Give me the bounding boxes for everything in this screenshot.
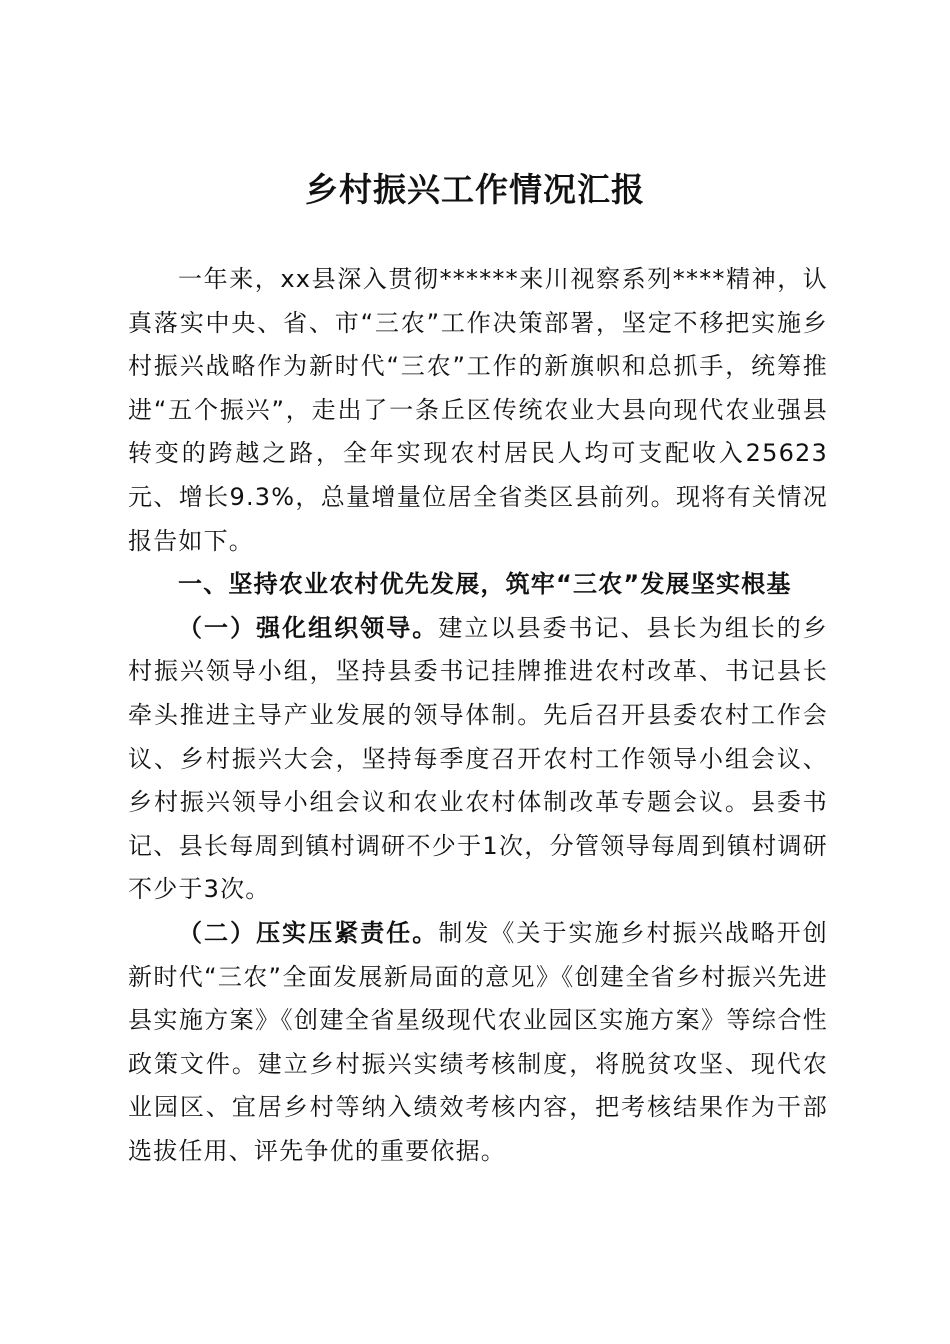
item-1-paragraph	[128, 607, 828, 912]
document-title: 乡村振兴工作情况汇报	[305, 170, 645, 209]
document-body	[128, 258, 828, 1173]
section-heading: 一、坚持农业农村优先发展，筑牢“三农”发展坚实根基	[178, 570, 792, 599]
item-2-paragraph	[128, 912, 828, 1174]
item-1-lead: （一）强化组织领导。	[178, 613, 439, 642]
item-1-text: 建立以县委书记、县长为组长的乡村振兴领导小组，坚持县委书记挂牌推进农村改革、书记县长牵头推进主导产业发展的领导体制。先后召开县委农村工作会议、乡村振兴大会，坚持每季度召开农村工作领导小组会议、乡村振兴领导小组会议和农业农村体制改革专题会议。县委书记、县长每周到镇村调研不少于1次，分管领导每周到镇村调研不少于3次。	[128, 613, 829, 904]
item-2-lead: （二）压实压紧责任。	[178, 918, 439, 947]
intro-paragraph: 一年来，xx县深入贯彻******来川视察系列****精神，认真落实中央、省、市“三农”工作决策部署，坚定不移把实施乡村振兴战略作为新时代“三农”工作的新旗帜和总抓手，统筹推进“五个振兴”，走出了一条丘区传统农业大县向现代农业强县转变的跨越之路，全年实现农村居民人均可支配收入25623元、增长9.3%，总量增量位居全省类区县前列。现将有关情况报告如下。	[128, 265, 828, 555]
item-2-text: 制发《关于实施乡村振兴战略开创新时代“三农”全面发展新局面的意见》《创建全省乡村振兴先进县实施方案》《创建全省星级现代农业园区实施方案》等综合性政策文件。建立乡村振兴实绩考核制度，将脱贫攻坚、现代农业园区、宜居乡村等纳入绩效考核内容，把考核结果作为干部选拔任用、评先争优的重要依据。	[128, 918, 829, 1165]
